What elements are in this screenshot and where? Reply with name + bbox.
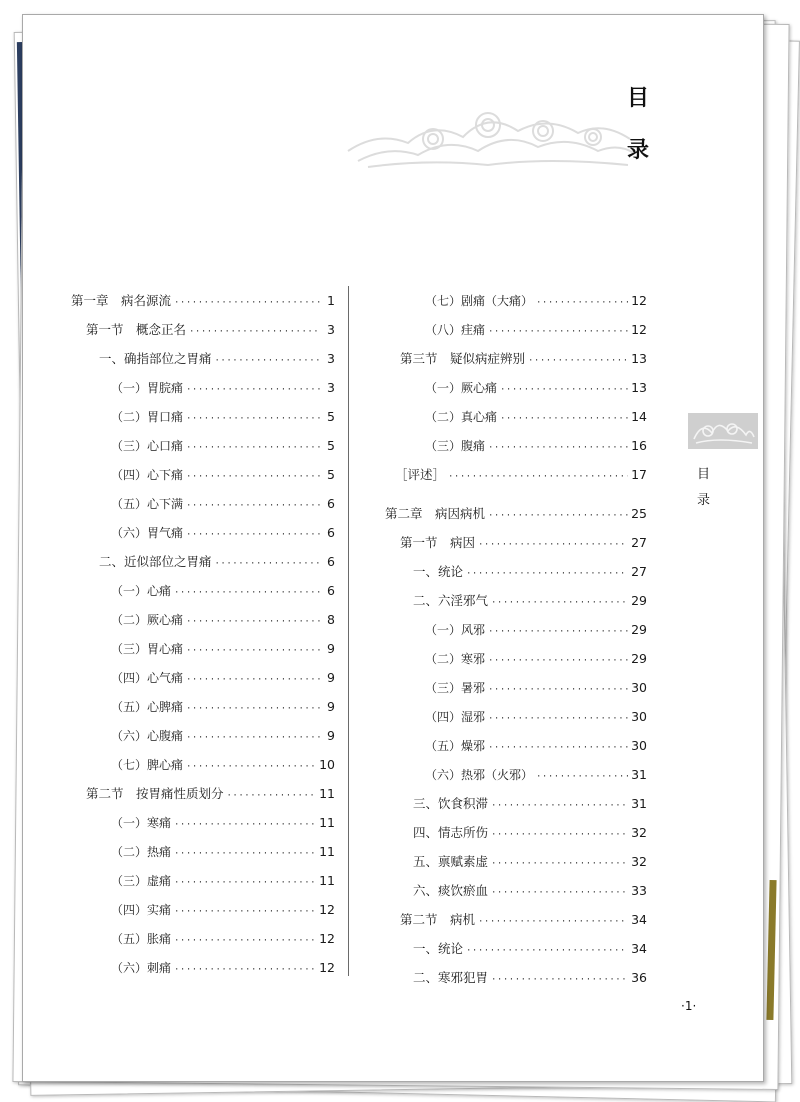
toc-entry-label: （六）心腹痛 [111, 729, 184, 743]
toc-entry-label: （四）实痛 [111, 903, 172, 917]
toc-entry-page: 12 [631, 293, 647, 308]
toc-entry-page: 16 [631, 438, 647, 453]
toc-entry-label: 三、饮食积滞 [413, 796, 489, 811]
toc-entry[interactable] [71, 315, 335, 344]
toc-entry-label: （五）燥邪 [425, 739, 486, 753]
toc-entry[interactable] [71, 808, 335, 837]
toc-leader-dots [491, 589, 628, 618]
toc-entry-label: （八）疰痛 [425, 323, 486, 337]
toc-entry-page: 14 [631, 409, 647, 424]
page-title-char-2: 录 [627, 138, 650, 163]
toc-entry[interactable] [71, 286, 335, 315]
toc-entry-label: （三）暑邪 [425, 681, 486, 695]
toc-leader-dots [186, 376, 320, 405]
toc-leader-dots [186, 434, 320, 463]
toc-entry[interactable] [385, 315, 647, 344]
toc-entry-label: （四）心下痛 [111, 468, 184, 482]
toc-entry-page: 34 [631, 912, 647, 927]
toc-entry-label: （三）心口痛 [111, 439, 184, 453]
toc-entry-page: 11 [319, 844, 335, 859]
toc-entry-page: 31 [631, 796, 647, 811]
toc-entry-page: 27 [631, 535, 647, 550]
toc-leader-dots [186, 521, 320, 550]
side-tab-char-2: 录 [697, 493, 711, 508]
toc-leader-dots [186, 637, 320, 666]
toc-leader-dots [174, 927, 316, 956]
toc-entry-label: 第一章 病名源流 [71, 293, 172, 308]
toc-entry-label: （一）厥心痛 [425, 381, 498, 395]
toc-entry-page: 12 [319, 960, 335, 975]
toc-entry-page: 12 [319, 931, 335, 946]
toc-entry[interactable] [385, 615, 647, 644]
toc-entry-page: 30 [631, 680, 647, 695]
toc-entry-label: （五）心下满 [111, 497, 184, 511]
toc-entry-page: 11 [319, 873, 335, 888]
toc-entry-page: 3 [327, 351, 335, 366]
toc-entry-page: 34 [631, 941, 647, 956]
toc-entry-page: 5 [327, 438, 335, 453]
toc-leader-dots [491, 879, 628, 908]
toc-entry-label: 一、统论 [413, 941, 464, 956]
toc-leader-dots [536, 763, 628, 792]
toc-entry[interactable] [385, 460, 647, 489]
toc-entry[interactable] [71, 605, 335, 634]
toc-entry-label: 二、寒邪犯胃 [413, 970, 489, 985]
toc-entry[interactable] [385, 818, 647, 847]
toc-entry-page: 30 [631, 738, 647, 753]
toc-entry-page: 25 [631, 506, 647, 521]
toc-entry-label: 第二节 病机 [400, 912, 476, 927]
toc-leader-dots [174, 289, 320, 318]
toc-entry-page: 1 [327, 293, 335, 308]
toc-entry[interactable] [71, 431, 335, 460]
toc-leader-dots [528, 347, 628, 376]
toc-leader-dots [478, 908, 628, 937]
toc-entry[interactable] [385, 557, 647, 586]
toc-entry-label: （五）胀痛 [111, 932, 172, 946]
toc-entry-page: 9 [327, 728, 335, 743]
toc-entry[interactable] [385, 760, 647, 789]
toc-page [22, 14, 764, 1082]
toc-leader-dots [448, 463, 628, 492]
toc-entry-label: （一）寒痛 [111, 816, 172, 830]
toc-entry[interactable] [71, 634, 335, 663]
toc-leader-dots [500, 405, 628, 434]
toc-leader-dots [186, 753, 316, 782]
toc-leader-dots [174, 579, 320, 608]
toc-entry[interactable] [385, 847, 647, 876]
toc-leader-dots [466, 560, 628, 589]
toc-entry-page: 12 [631, 322, 647, 337]
toc-entry-label: 四、情志所伤 [413, 825, 489, 840]
toc-leader-dots [488, 434, 628, 463]
toc-entry[interactable] [71, 460, 335, 489]
toc-entry[interactable] [385, 702, 647, 731]
toc-leader-dots [488, 734, 628, 763]
toc-entry-label: （四）心气痛 [111, 671, 184, 685]
toc-entry[interactable] [71, 924, 335, 953]
toc-entry[interactable] [71, 344, 335, 373]
toc-entry-page: 9 [327, 699, 335, 714]
toc-entry[interactable] [71, 866, 335, 895]
toc-entry[interactable] [71, 895, 335, 924]
toc-leader-dots [491, 792, 628, 821]
toc-entry[interactable] [385, 876, 647, 905]
toc-leader-dots [488, 676, 628, 705]
toc-entry-page: 17 [631, 467, 647, 482]
toc-entry-label: 六、痰饮瘀血 [413, 883, 489, 898]
toc-leader-dots [174, 840, 316, 869]
toc-entry-label: （七）脾心痛 [111, 758, 184, 772]
toc-entry-label: （二）厥心痛 [111, 613, 184, 627]
toc-entry-page: 36 [631, 970, 647, 985]
toc-right-column [385, 286, 647, 992]
toc-entry-page: 29 [631, 651, 647, 666]
toc-leader-dots [500, 376, 628, 405]
toc-entry[interactable] [385, 286, 647, 315]
toc-entry-page: 13 [631, 380, 647, 395]
toc-leader-dots [174, 811, 316, 840]
toc-leader-dots [491, 966, 628, 995]
toc-entry-label: （二）寒邪 [425, 652, 486, 666]
toc-entry[interactable] [71, 721, 335, 750]
toc-entry-page: 5 [327, 467, 335, 482]
toc-entry-label: （五）心脾痛 [111, 700, 184, 714]
page-number: ·1· [681, 999, 697, 1013]
toc-leader-dots [186, 608, 320, 637]
toc-left-column [71, 286, 335, 982]
toc-entry-label: 一、统论 [413, 564, 464, 579]
toc-entry[interactable] [385, 528, 647, 557]
toc-entry[interactable] [71, 518, 335, 547]
toc-entry-label: （二）胃口痛 [111, 410, 184, 424]
toc-entry-label: （七）剧痛（大痛） [425, 294, 534, 308]
cloud-ornament-icon [338, 81, 638, 173]
toc-entry[interactable] [71, 837, 335, 866]
toc-entry-page: 32 [631, 854, 647, 869]
toc-entry[interactable] [385, 644, 647, 673]
side-tab-char-1: 目 [697, 467, 711, 482]
toc-entry-label: ［评述］ [395, 467, 446, 482]
toc-entry-page: 13 [631, 351, 647, 366]
toc-entry-page: 3 [327, 380, 335, 395]
toc-leader-dots [488, 318, 628, 347]
toc-entry[interactable] [385, 373, 647, 402]
toc-entry[interactable] [71, 750, 335, 779]
toc-entry[interactable] [71, 402, 335, 431]
toc-leader-dots [174, 956, 316, 985]
toc-entry-label: （三）胃心痛 [111, 642, 184, 656]
toc-entry-label: 第二节 按胃痛性质划分 [86, 786, 224, 801]
toc-entry[interactable] [385, 344, 647, 373]
toc-leader-dots [488, 647, 628, 676]
toc-entry-page: 11 [319, 815, 335, 830]
page-title-char-1: 目 [627, 86, 650, 111]
toc-leader-dots [186, 405, 320, 434]
toc-entry-label: 第一节 概念正名 [86, 322, 187, 337]
toc-entry[interactable] [385, 905, 647, 934]
toc-entry[interactable] [71, 547, 335, 576]
toc-entry[interactable] [385, 789, 647, 818]
toc-entry-page: 6 [327, 554, 335, 569]
toc-entry[interactable] [385, 963, 647, 992]
toc-leader-dots [189, 318, 320, 347]
toc-entry[interactable] [71, 576, 335, 605]
toc-leader-dots [536, 289, 628, 318]
toc-entry-page: 10 [319, 757, 335, 772]
toc-entry-label: （二）热痛 [111, 845, 172, 859]
toc-entry[interactable] [385, 402, 647, 431]
toc-entry-page: 27 [631, 564, 647, 579]
toc-entry[interactable] [385, 731, 647, 760]
toc-entry-page: 6 [327, 583, 335, 598]
toc-entry-label: （六）热邪（火邪） [425, 768, 534, 782]
toc-entry[interactable] [385, 673, 647, 702]
toc-entry-page: 6 [327, 525, 335, 540]
toc-entry-page: 9 [327, 641, 335, 656]
toc-leader-dots [488, 502, 628, 531]
toc-leader-dots [491, 821, 628, 850]
toc-leader-dots [466, 937, 628, 966]
column-divider [348, 286, 349, 976]
toc-entry-page: 11 [319, 786, 335, 801]
toc-leader-dots [215, 347, 320, 376]
toc-leader-dots [227, 782, 317, 811]
toc-entry-label: 五、禀赋素虚 [413, 854, 489, 869]
toc-entry[interactable] [71, 692, 335, 721]
toc-entry[interactable] [71, 779, 335, 808]
toc-entry-page: 8 [327, 612, 335, 627]
toc-entry[interactable] [385, 499, 647, 528]
toc-entry-page: 5 [327, 409, 335, 424]
toc-entry-page: 3 [327, 322, 335, 337]
toc-entry-page: 29 [631, 593, 647, 608]
toc-leader-dots [186, 463, 320, 492]
toc-leader-dots [491, 850, 628, 879]
toc-entry-label: 二、近似部位之胃痛 [99, 554, 212, 569]
toc-entry-label: 一、确指部位之胃痛 [99, 351, 212, 366]
toc-entry-label: （一）胃脘痛 [111, 381, 184, 395]
toc-entry-page: 32 [631, 825, 647, 840]
toc-entry-label: 第二章 病因病机 [385, 506, 486, 521]
toc-entry-page: 31 [631, 767, 647, 782]
toc-entry-label: （三）腹痛 [425, 439, 486, 453]
toc-entry-page: 12 [319, 902, 335, 917]
toc-entry[interactable] [71, 953, 335, 982]
toc-entry-page: 9 [327, 670, 335, 685]
toc-entry-label: （六）刺痛 [111, 961, 172, 975]
toc-leader-dots [488, 705, 628, 734]
toc-entry[interactable] [71, 663, 335, 692]
side-tab-ornament-icon [688, 413, 758, 449]
toc-leader-dots [488, 618, 628, 647]
toc-entry-label: 第一节 病因 [400, 535, 476, 550]
toc-entry-label: （一）风邪 [425, 623, 486, 637]
toc-entry-label: （四）湿邪 [425, 710, 486, 724]
toc-entry-label: （三）虚痛 [111, 874, 172, 888]
toc-leader-dots [174, 898, 316, 927]
toc-entry[interactable] [71, 489, 335, 518]
toc-entry-label: （六）胃气痛 [111, 526, 184, 540]
toc-leader-dots [186, 492, 320, 521]
toc-leader-dots [186, 724, 320, 753]
toc-leader-dots [186, 695, 320, 724]
toc-entry-label: （二）真心痛 [425, 410, 498, 424]
toc-entry-page: 29 [631, 622, 647, 637]
toc-entry[interactable] [385, 431, 647, 460]
toc-entry-label: 二、六淫邪气 [413, 593, 489, 608]
toc-entry-page: 33 [631, 883, 647, 898]
toc-entry-page: 30 [631, 709, 647, 724]
toc-leader-dots [215, 550, 320, 579]
toc-leader-dots [174, 869, 316, 898]
toc-entry[interactable] [385, 934, 647, 963]
toc-leader-dots [186, 666, 320, 695]
toc-entry-label: 第三节 疑似病症辨别 [400, 351, 526, 366]
toc-entry[interactable] [385, 586, 647, 615]
toc-leader-dots [478, 531, 628, 560]
toc-entry-label: （一）心痛 [111, 584, 172, 598]
toc-entry[interactable] [71, 373, 335, 402]
toc-entry-page: 6 [327, 496, 335, 511]
